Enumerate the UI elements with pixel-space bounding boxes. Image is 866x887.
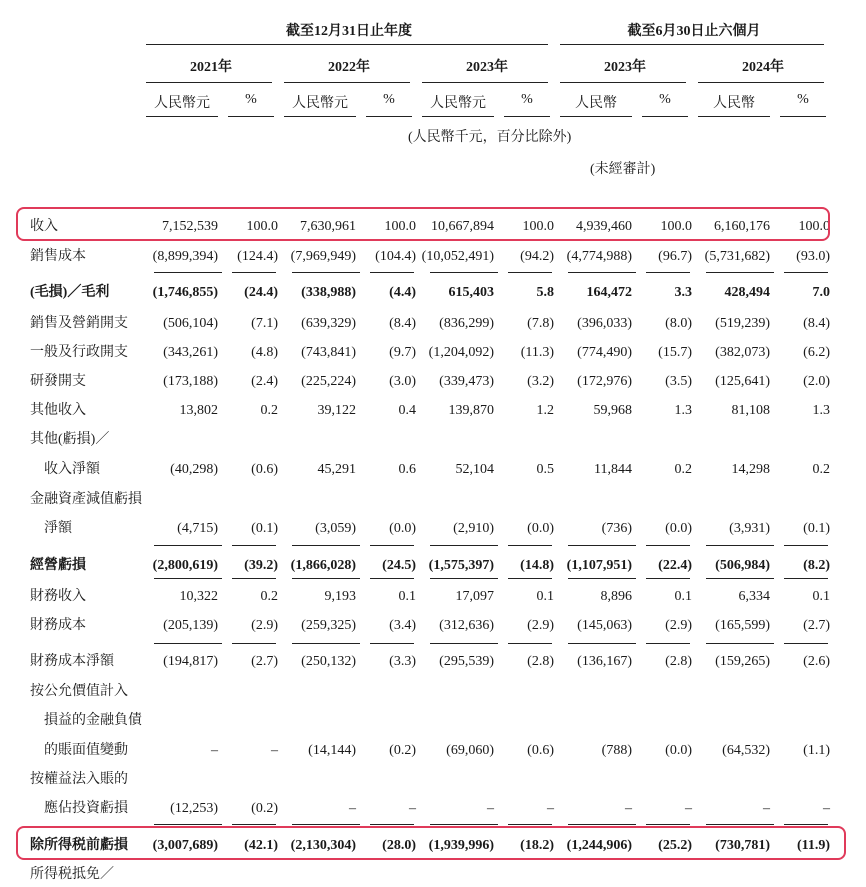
currency-header: 人民幣	[713, 96, 755, 111]
percent-cell: 0.1	[674, 589, 692, 604]
amount-cell: 7,630,961	[300, 219, 356, 234]
percent-cell: 0.2	[260, 403, 278, 418]
subtotal-rule	[154, 545, 222, 546]
amount-cell: (3,007,689)	[152, 838, 218, 853]
highlight-box-loss-before-tax	[16, 826, 846, 860]
percent-cell: (9.7)	[389, 345, 416, 360]
subtotal-rule	[232, 578, 276, 579]
amount-cell: (225,224)	[301, 374, 356, 389]
currency-header: 人民幣	[575, 96, 617, 111]
percent-cell: 5.8	[536, 285, 554, 300]
amount-cell: 139,870	[448, 403, 494, 418]
unit-note: (人民幣千元，百分比除外)	[408, 130, 572, 145]
amount-cell: (730,781)	[715, 838, 770, 853]
percent-cell: (0.1)	[251, 521, 278, 536]
amount-cell: (295,539)	[439, 654, 494, 669]
subtotal-rule	[154, 643, 222, 644]
percent-cell: (15.7)	[658, 345, 692, 360]
percent-cell: (2.8)	[665, 654, 692, 669]
row-label: 銷售及營銷開支	[30, 316, 128, 331]
amount-cell: (788)	[601, 743, 632, 758]
subtotal-rule	[784, 545, 828, 546]
percent-cell: (124.4)	[237, 249, 278, 264]
subtotal-rule	[430, 272, 498, 273]
percent-cell: –	[823, 801, 830, 816]
year-rule	[560, 82, 686, 83]
percent-cell: (2.8)	[527, 654, 554, 669]
sub-rule	[284, 116, 356, 117]
row-label: 研發開支	[30, 374, 86, 389]
subtotal-rule	[706, 643, 774, 644]
amount-cell: (165,599)	[715, 618, 770, 633]
amount-cell: (173,188)	[163, 374, 218, 389]
header-year-end-group: 截至12月31日止年度	[286, 24, 412, 39]
percent-cell: (2.0)	[803, 374, 830, 389]
percent-cell: 0.2	[812, 462, 830, 477]
amount-cell: (259,325)	[301, 618, 356, 633]
percent-cell: (2.9)	[527, 618, 554, 633]
subtotal-rule	[646, 272, 690, 273]
amount-cell: 81,108	[731, 403, 770, 418]
subtotal-rule	[706, 545, 774, 546]
row-label: 財務成本	[30, 618, 86, 633]
header-rule	[560, 44, 824, 45]
percent-cell: (22.4)	[658, 558, 692, 573]
amount-cell: (396,033)	[577, 316, 632, 331]
percent-cell: (94.2)	[520, 249, 554, 264]
amount-cell: (69,060)	[446, 743, 494, 758]
subtotal-rule	[154, 272, 222, 273]
percent-cell: 1.2	[536, 403, 554, 418]
percent-cell: (8.4)	[389, 316, 416, 331]
row-label: 的賬面值變動	[44, 743, 128, 758]
subtotal-rule	[292, 824, 360, 825]
amount-cell: 8,896	[600, 589, 632, 604]
percent-cell: 100.0	[384, 219, 416, 234]
percent-cell: (0.1)	[803, 521, 830, 536]
percent-cell: (96.7)	[658, 249, 692, 264]
subtotal-rule	[508, 578, 552, 579]
subtotal-rule	[292, 643, 360, 644]
subtotal-rule	[646, 643, 690, 644]
year-rule	[146, 82, 272, 83]
amount-cell: (639,329)	[301, 316, 356, 331]
amount-cell: 6,334	[738, 589, 770, 604]
amount-cell: 7,152,539	[162, 219, 218, 234]
percent-cell: 0.6	[398, 462, 416, 477]
subtotal-rule	[370, 578, 414, 579]
amount-cell: (1,107,951)	[566, 558, 632, 573]
unaudited-note: (未經審計)	[590, 162, 656, 177]
year-rule	[422, 82, 548, 83]
amount-cell: (836,299)	[439, 316, 494, 331]
percent-cell: (3.2)	[527, 374, 554, 389]
percent-cell: (2.7)	[251, 654, 278, 669]
subtotal-rule	[646, 578, 690, 579]
amount-cell: 59,968	[593, 403, 632, 418]
amount-cell: (774,490)	[577, 345, 632, 360]
row-label: 財務成本淨額	[30, 654, 114, 669]
amount-cell: (3,931)	[729, 521, 770, 536]
percent-cell: (93.0)	[796, 249, 830, 264]
subtotal-rule	[292, 578, 360, 579]
amount-cell: (12,253)	[170, 801, 218, 816]
amount-cell: 10,322	[179, 589, 218, 604]
subtotal-rule	[232, 545, 276, 546]
subtotal-rule	[232, 643, 276, 644]
amount-cell: (338,988)	[301, 285, 356, 300]
currency-header: 人民幣元	[430, 96, 486, 111]
amount-cell: –	[211, 743, 218, 758]
amount-cell: (1,746,855)	[152, 285, 218, 300]
sub-rule	[146, 116, 218, 117]
percent-cell: 0.1	[398, 589, 416, 604]
amount-cell: (64,532)	[722, 743, 770, 758]
row-label: 收入	[30, 219, 58, 234]
percent-cell: (4.8)	[251, 345, 278, 360]
row-label: 其他(虧損)／	[30, 432, 110, 447]
sub-rule	[366, 116, 412, 117]
percent-cell: (4.4)	[389, 285, 416, 300]
amount-cell: 17,097	[455, 589, 494, 604]
amount-cell: 9,193	[324, 589, 356, 604]
subtotal-rule	[370, 824, 414, 825]
amount-cell: 39,122	[317, 403, 356, 418]
amount-cell: (736)	[601, 521, 632, 536]
percent-cell: (0.2)	[251, 801, 278, 816]
subtotal-rule	[784, 643, 828, 644]
amount-cell: (205,139)	[163, 618, 218, 633]
year-header: 2021年	[190, 60, 232, 75]
amount-cell: (194,817)	[163, 654, 218, 669]
subtotal-rule	[784, 272, 828, 273]
row-label: 應佔投資虧損	[44, 801, 128, 816]
percent-cell: (0.0)	[527, 521, 554, 536]
amount-cell: (1,575,397)	[428, 558, 494, 573]
amount-cell: (382,073)	[715, 345, 770, 360]
percent-cell: –	[409, 801, 416, 816]
amount-cell: –	[625, 801, 632, 816]
row-label: 經營虧損	[30, 558, 86, 573]
amount-cell: (1,939,996)	[428, 838, 494, 853]
percent-cell: (11.9)	[796, 838, 830, 853]
amount-cell: (2,800,619)	[152, 558, 218, 573]
amount-cell: (40,298)	[170, 462, 218, 477]
subtotal-rule	[292, 545, 360, 546]
amount-cell: (743,841)	[301, 345, 356, 360]
subtotal-rule	[784, 824, 828, 825]
percent-cell: 3.3	[674, 285, 692, 300]
row-label: 財務收入	[30, 589, 86, 604]
subtotal-rule	[430, 578, 498, 579]
year-header: 2023年	[466, 60, 508, 75]
percent-cell: (2.6)	[803, 654, 830, 669]
sub-rule	[504, 116, 550, 117]
year-rule	[698, 82, 824, 83]
subtotal-rule	[508, 643, 552, 644]
percent-cell: 100.0	[798, 219, 830, 234]
amount-cell: 6,160,176	[714, 219, 770, 234]
percent-cell: (11.3)	[520, 345, 554, 360]
row-label: 按公允價值計入	[30, 684, 128, 699]
amount-cell: 45,291	[317, 462, 356, 477]
percent-cell: 0.4	[398, 403, 416, 418]
amount-cell: (3,059)	[315, 521, 356, 536]
subtotal-rule	[430, 643, 498, 644]
percent-cell: (25.2)	[658, 838, 692, 853]
amount-cell: 13,802	[179, 403, 218, 418]
amount-cell: 14,298	[731, 462, 770, 477]
amount-cell: (7,969,949)	[290, 249, 356, 264]
row-label: 一般及行政開支	[30, 345, 128, 360]
amount-cell: (2,910)	[453, 521, 494, 536]
percent-cell: (0.6)	[251, 462, 278, 477]
amount-cell: (339,473)	[439, 374, 494, 389]
percent-cell: (0.0)	[665, 521, 692, 536]
percent-cell: (104.4)	[375, 249, 416, 264]
percent-cell: (3.4)	[389, 618, 416, 633]
percent-cell: 100.0	[522, 219, 554, 234]
highlight-box-revenue	[16, 207, 830, 241]
subtotal-rule	[292, 272, 360, 273]
year-header: 2023年	[604, 60, 646, 75]
subtotal-rule	[706, 824, 774, 825]
amount-cell: (343,261)	[163, 345, 218, 360]
percent-cell: (3.3)	[389, 654, 416, 669]
amount-cell: 11,844	[594, 462, 632, 477]
sub-rule	[422, 116, 494, 117]
subtotal-rule	[430, 545, 498, 546]
percent-cell: 0.2	[260, 589, 278, 604]
amount-cell: 10,667,894	[431, 219, 494, 234]
subtotal-rule	[706, 272, 774, 273]
amount-cell: (2,130,304)	[290, 838, 356, 853]
row-label: 損益的金融負債	[44, 713, 142, 728]
subtotal-rule	[232, 272, 276, 273]
percent-cell: (24.4)	[244, 285, 278, 300]
amount-cell: (4,715)	[177, 521, 218, 536]
row-label: 淨額	[44, 521, 72, 536]
percent-cell: (7.8)	[527, 316, 554, 331]
row-label: 除所得税前虧損	[30, 838, 128, 853]
percent-cell: 0.5	[536, 462, 554, 477]
header-rule	[146, 44, 548, 45]
percent-cell: (2.4)	[251, 374, 278, 389]
sub-rule	[698, 116, 770, 117]
subtotal-rule	[784, 578, 828, 579]
percent-cell: 100.0	[660, 219, 692, 234]
subtotal-rule	[568, 643, 636, 644]
percent-cell: (42.1)	[244, 838, 278, 853]
subtotal-rule	[568, 578, 636, 579]
row-label: (毛損)／毛利	[30, 285, 110, 300]
subtotal-rule	[568, 824, 636, 825]
percent-cell: (3.0)	[389, 374, 416, 389]
sub-rule	[560, 116, 632, 117]
year-header: 2022年	[328, 60, 370, 75]
subtotal-rule	[370, 272, 414, 273]
amount-cell: (172,976)	[577, 374, 632, 389]
amount-cell: (5,731,682)	[704, 249, 770, 264]
percent-cell: –	[547, 801, 554, 816]
amount-cell: 164,472	[586, 285, 632, 300]
amount-cell: (8,899,394)	[152, 249, 218, 264]
amount-cell: (14,144)	[308, 743, 356, 758]
amount-cell: (1,866,028)	[290, 558, 356, 573]
amount-cell: 428,494	[724, 285, 770, 300]
percent-cell: (2.9)	[251, 618, 278, 633]
percent-cell: (0.6)	[527, 743, 554, 758]
percent-cell: (7.1)	[251, 316, 278, 331]
subtotal-rule	[154, 824, 222, 825]
amount-cell: (4,774,988)	[566, 249, 632, 264]
amount-cell: –	[487, 801, 494, 816]
percent-cell: (24.5)	[382, 558, 416, 573]
subtotal-rule	[568, 545, 636, 546]
amount-cell: (125,641)	[715, 374, 770, 389]
percent-header: %	[245, 92, 257, 107]
percent-cell: 100.0	[246, 219, 278, 234]
amount-cell: –	[763, 801, 770, 816]
percent-cell: (2.7)	[803, 618, 830, 633]
amount-cell: (1,244,906)	[566, 838, 632, 853]
subtotal-rule	[370, 643, 414, 644]
percent-cell: (39.2)	[244, 558, 278, 573]
amount-cell: (506,984)	[715, 558, 770, 573]
percent-cell: 1.3	[812, 403, 830, 418]
percent-header: %	[383, 92, 395, 107]
row-label: 按權益法入賬的	[30, 772, 128, 787]
row-label: 所得税抵免／	[30, 867, 114, 882]
percent-cell: (8.2)	[803, 558, 830, 573]
year-header: 2024年	[742, 60, 784, 75]
subtotal-rule	[370, 545, 414, 546]
percent-cell: (2.9)	[665, 618, 692, 633]
row-label: 其他收入	[30, 403, 86, 418]
percent-cell: 0.2	[674, 462, 692, 477]
subtotal-rule	[154, 578, 222, 579]
sub-rule	[642, 116, 688, 117]
amount-cell: (250,132)	[301, 654, 356, 669]
subtotal-rule	[430, 824, 498, 825]
percent-cell: (28.0)	[382, 838, 416, 853]
percent-cell: (3.5)	[665, 374, 692, 389]
percent-cell: –	[271, 743, 278, 758]
percent-cell: –	[685, 801, 692, 816]
header-six-month-group: 截至6月30日止六個月	[627, 24, 761, 39]
percent-header: %	[521, 92, 533, 107]
percent-cell: (0.0)	[389, 521, 416, 536]
subtotal-rule	[232, 824, 276, 825]
percent-cell: (0.0)	[665, 743, 692, 758]
subtotal-rule	[646, 824, 690, 825]
subtotal-rule	[508, 545, 552, 546]
amount-cell: (519,239)	[715, 316, 770, 331]
amount-cell: 52,104	[455, 462, 494, 477]
subtotal-rule	[706, 578, 774, 579]
percent-cell: 0.1	[536, 589, 554, 604]
row-label: 金融資產減值虧損	[30, 492, 142, 507]
percent-header: %	[659, 92, 671, 107]
amount-cell: (159,265)	[715, 654, 770, 669]
currency-header: 人民幣元	[292, 96, 348, 111]
amount-cell: (312,636)	[439, 618, 494, 633]
row-label: 收入淨額	[44, 462, 100, 477]
amount-cell: (145,063)	[577, 618, 632, 633]
percent-header: %	[797, 92, 809, 107]
year-rule	[284, 82, 410, 83]
percent-cell: (8.0)	[665, 316, 692, 331]
amount-cell: –	[349, 801, 356, 816]
percent-cell: (14.8)	[520, 558, 554, 573]
sub-rule	[228, 116, 274, 117]
percent-cell: (1.1)	[803, 743, 830, 758]
subtotal-rule	[646, 545, 690, 546]
sub-rule	[780, 116, 826, 117]
percent-cell: (8.4)	[803, 316, 830, 331]
subtotal-rule	[508, 272, 552, 273]
row-label: 銷售成本	[30, 249, 86, 264]
amount-cell: (136,167)	[577, 654, 632, 669]
amount-cell: 615,403	[448, 285, 494, 300]
amount-cell: (10,052,491)	[421, 249, 494, 264]
percent-cell: 1.3	[674, 403, 692, 418]
amount-cell: (1,204,092)	[428, 345, 494, 360]
percent-cell: 0.1	[812, 589, 830, 604]
percent-cell: (6.2)	[803, 345, 830, 360]
currency-header: 人民幣元	[154, 96, 210, 111]
amount-cell: (506,104)	[163, 316, 218, 331]
percent-cell: (18.2)	[520, 838, 554, 853]
amount-cell: 4,939,460	[576, 219, 632, 234]
subtotal-rule	[568, 272, 636, 273]
percent-cell: 7.0	[812, 285, 830, 300]
percent-cell: (0.2)	[389, 743, 416, 758]
subtotal-rule	[508, 824, 552, 825]
